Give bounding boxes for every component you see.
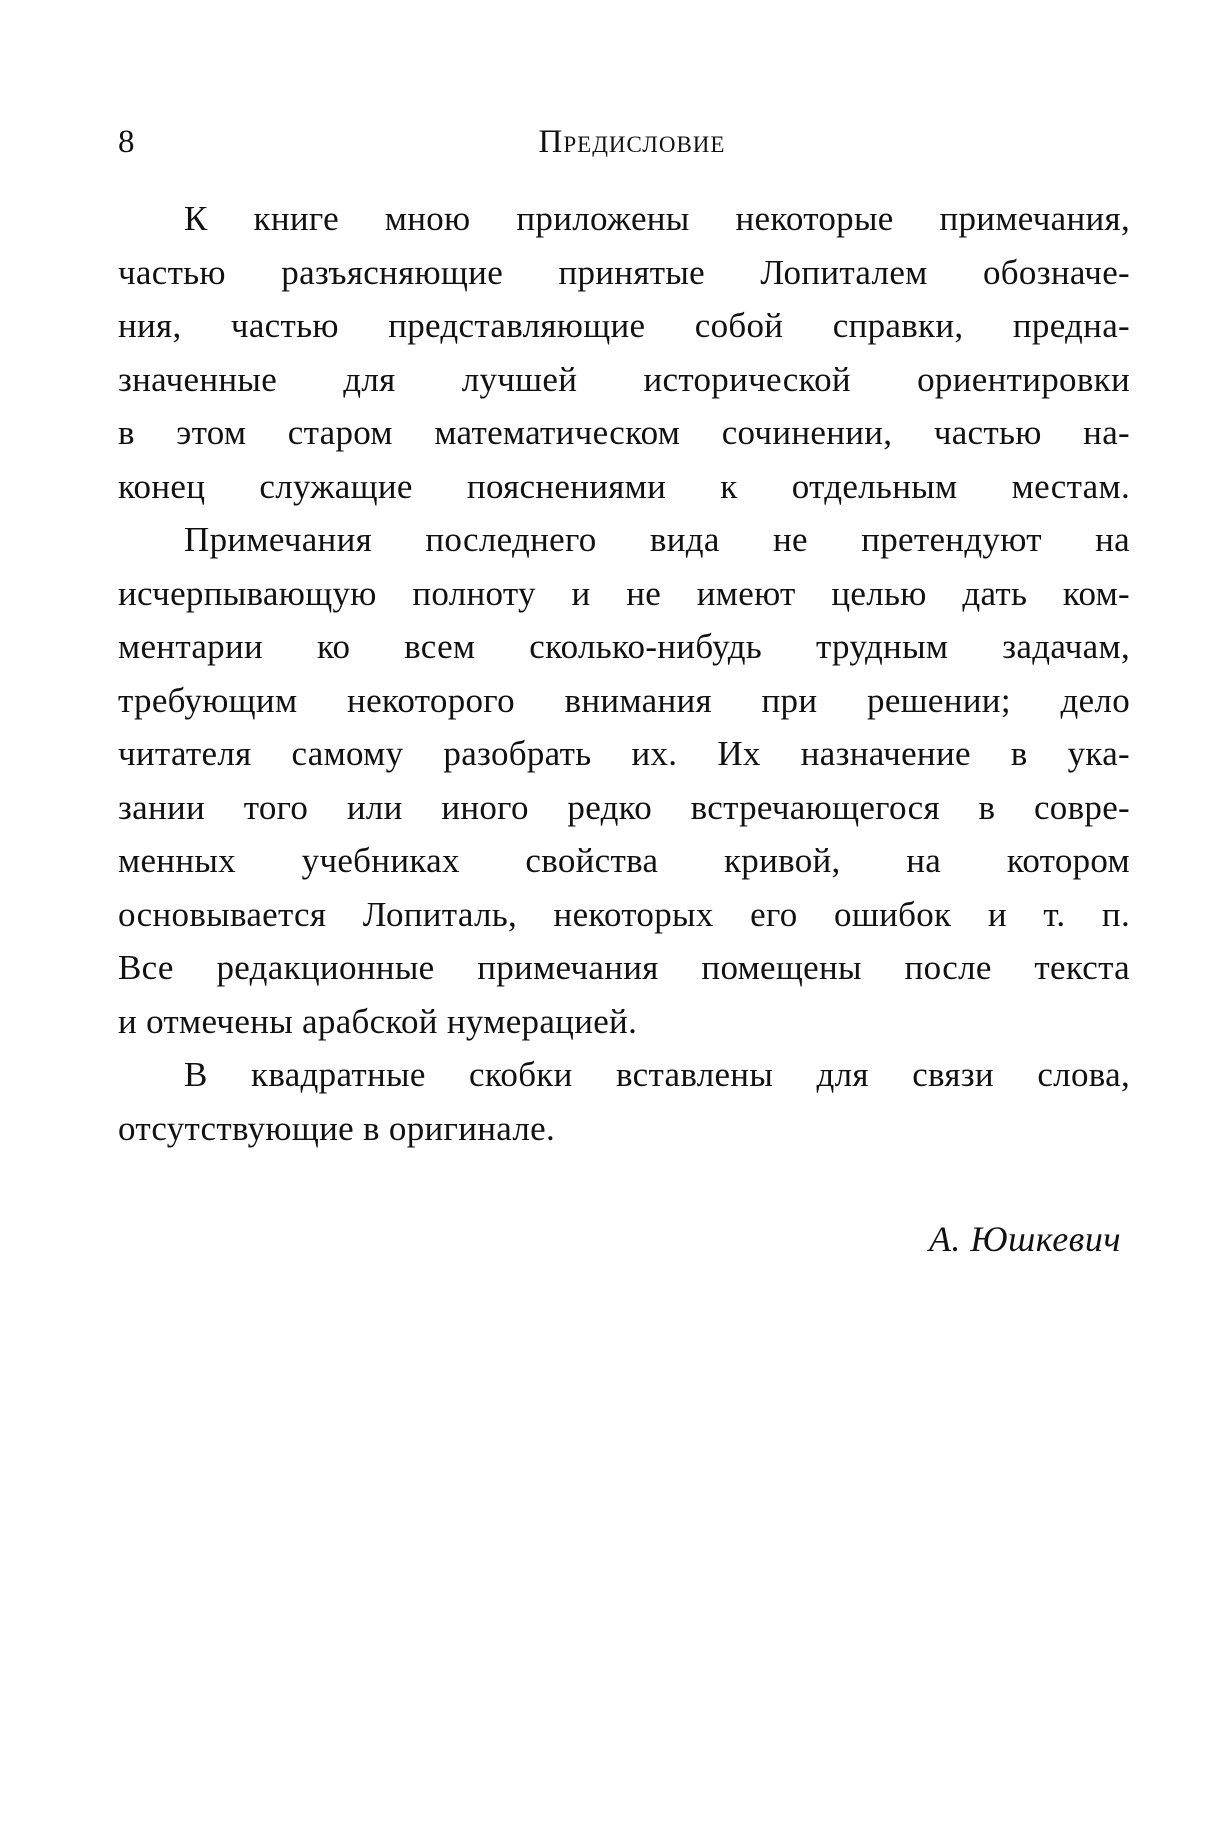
text-line: Все редакционные примечания помещены после текста: [118, 948, 1130, 987]
text-line: в этом старом математическом сочинении, частью на-: [118, 413, 1130, 452]
text-line: отсутствующие в оригинале.: [118, 1108, 556, 1148]
text-line: зании того или иного редко встречающегося в совре-: [118, 787, 1130, 827]
body-text: [118, 192, 1130, 1155]
text-line: К книге мною приложены некоторые примечания,: [184, 199, 1130, 238]
page-number: 8: [118, 124, 135, 160]
text-line: и отмечены арабской нумерацией.: [118, 1001, 638, 1041]
text-line: значенные для лучшей исторической ориентировки: [118, 359, 1130, 399]
text-line: основывается Лопиталь, некоторых его ошибок и т. п.: [118, 894, 1130, 934]
text-line: менных учебниках свойства кривой, на котором: [118, 841, 1130, 880]
text-line: читателя самому разобрать их. Их назначение в ука-: [118, 734, 1130, 773]
running-head: [118, 118, 1130, 166]
paragraph-2: [118, 513, 1130, 1048]
text-line: частью разъясняющие принятые Лопиталем обозначе-: [118, 252, 1130, 292]
text-line: исчерпывающую полноту и не имеют целью дать ком-: [118, 573, 1130, 613]
text-line: ния, частью представляющие собой справки, предна-: [118, 306, 1130, 345]
paragraph-3: [118, 1048, 1130, 1155]
text-line: требующим некоторого внимания при решении; дело: [118, 680, 1130, 720]
text-line: ментарии ко всем сколько-нибудь трудным задачам,: [118, 627, 1130, 666]
text-line: Примечания последнего вида не претендуют на: [184, 520, 1130, 559]
author-signature: А. Юшкевич: [928, 1219, 1121, 1259]
running-title: Предисловие: [538, 124, 726, 160]
paragraph-1: [118, 192, 1130, 513]
text-line: конец служащие пояснениями к отдельным местам.: [118, 466, 1130, 506]
text-line: В квадратные скобки вставлены для связи слова,: [184, 1055, 1130, 1094]
